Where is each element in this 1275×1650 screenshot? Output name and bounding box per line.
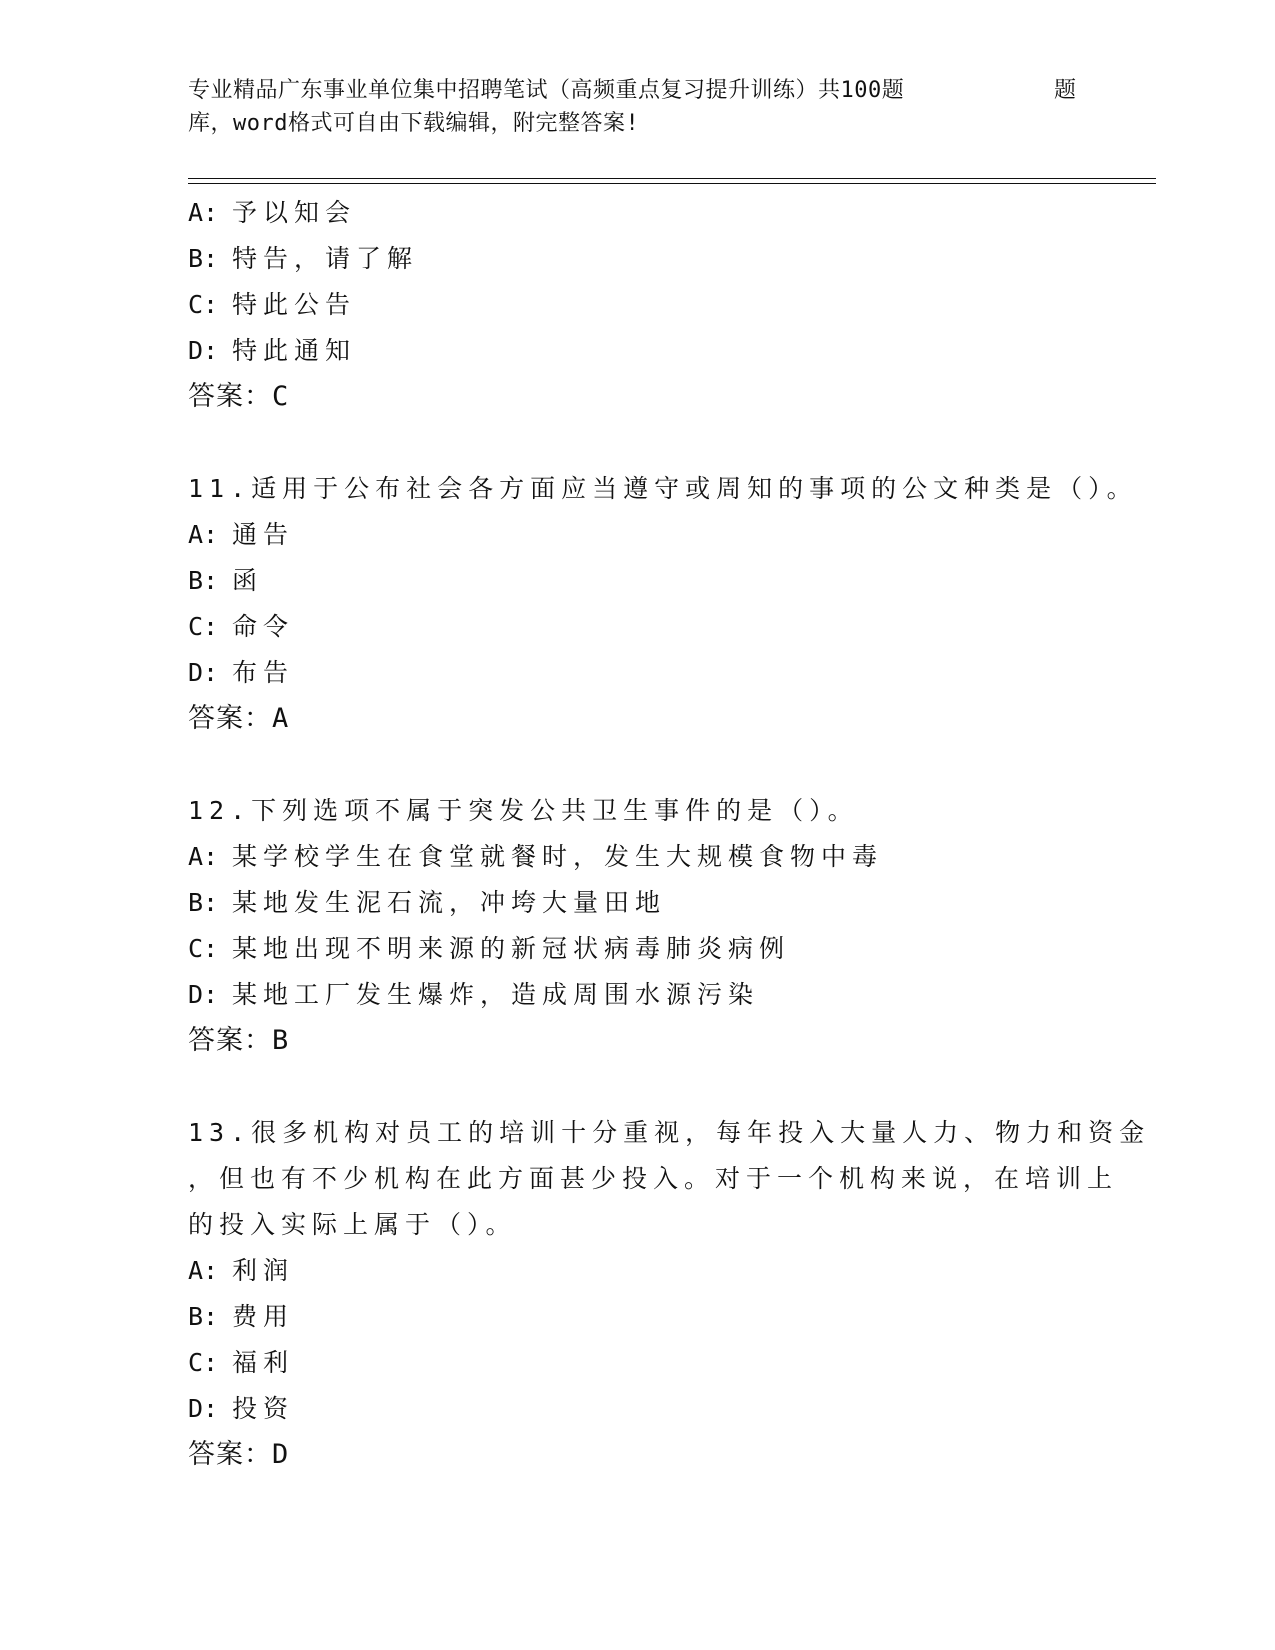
option-c bbox=[188, 282, 1088, 328]
document-body bbox=[188, 190, 1151, 1478]
question-text: 12.下列选项不属于突发公共卫生事件的是（）。 bbox=[188, 796, 859, 825]
option-tag: B: bbox=[188, 244, 219, 273]
question-text: 11.适用于公布社会各方面应当遵守或周知的事项的公文种类是（）。 bbox=[188, 474, 1138, 503]
option-tag: C: bbox=[188, 1348, 219, 1377]
option-a bbox=[188, 834, 1088, 880]
question-block-12 bbox=[188, 788, 1088, 1064]
option-text: 某学校学生在食堂就餐时，发生大规模食物中毒 bbox=[232, 842, 884, 871]
option-c bbox=[188, 1340, 1088, 1386]
option-tag: D: bbox=[188, 1394, 219, 1423]
option-c bbox=[188, 604, 1088, 650]
option-tag: C: bbox=[188, 612, 219, 641]
option-tag: A: bbox=[188, 842, 219, 871]
spacer bbox=[188, 742, 1088, 788]
option-tag: A: bbox=[188, 520, 219, 549]
option-tag: C: bbox=[188, 934, 219, 963]
option-a bbox=[188, 190, 1088, 236]
answer-line: 答案：D bbox=[188, 1439, 290, 1470]
option-text: 某地工厂发生爆炸，造成周围水源污染 bbox=[232, 980, 760, 1009]
question-block-10 bbox=[188, 190, 1088, 420]
option-text: 通告 bbox=[232, 520, 295, 549]
option-text: 某地出现不明来源的新冠状病毒肺炎病例 bbox=[232, 934, 791, 963]
header-title-tail: 题 bbox=[1054, 78, 1077, 103]
option-tag: B: bbox=[188, 566, 219, 595]
option-text: 特此公告 bbox=[232, 290, 357, 319]
header-title-line1: 专业精品广东事业单位集中招聘笔试（高频重点复习提升训练）共100题 bbox=[188, 78, 905, 103]
option-tag: D: bbox=[188, 980, 219, 1009]
spacer bbox=[188, 1064, 1088, 1110]
question-text-line1: 13.很多机构对员工的培训十分重视，每年投入大量人力、物力和资金 bbox=[188, 1118, 1151, 1147]
option-d bbox=[188, 328, 1088, 374]
question-text-line3: 的投入实际上属于（）。 bbox=[188, 1210, 517, 1239]
option-text: 函 bbox=[232, 566, 264, 595]
question-block-13 bbox=[188, 1110, 1151, 1478]
option-tag: A: bbox=[188, 1256, 219, 1285]
option-text: 予以知会 bbox=[232, 198, 357, 227]
option-text: 布告 bbox=[232, 658, 295, 687]
option-text: 利润 bbox=[232, 1256, 295, 1285]
header-rule-bottom bbox=[188, 183, 1156, 184]
option-b bbox=[188, 558, 1088, 604]
option-text: 特告，请了解 bbox=[232, 244, 419, 273]
option-text: 投资 bbox=[232, 1394, 295, 1423]
option-c bbox=[188, 926, 1088, 972]
question-block-11 bbox=[188, 466, 1138, 742]
option-d bbox=[188, 1386, 1088, 1432]
option-a bbox=[188, 1248, 1088, 1294]
option-text: 费用 bbox=[232, 1302, 295, 1331]
option-tag: D: bbox=[188, 658, 219, 687]
answer-line: 答案：A bbox=[188, 703, 290, 734]
header-title-line2: 库，word格式可自由下载编辑，附完整答案! bbox=[188, 111, 640, 136]
option-b bbox=[188, 236, 1088, 282]
option-tag: C: bbox=[188, 290, 219, 319]
answer-line: 答案：B bbox=[188, 1025, 290, 1056]
option-text: 命令 bbox=[232, 612, 295, 641]
option-tag: B: bbox=[188, 888, 219, 917]
option-b bbox=[188, 880, 1088, 926]
option-text: 特此通知 bbox=[232, 336, 357, 365]
option-text: 福利 bbox=[232, 1348, 295, 1377]
option-a bbox=[188, 512, 1088, 558]
option-d bbox=[188, 972, 1088, 1018]
document-header bbox=[188, 74, 1088, 140]
option-tag: D: bbox=[188, 336, 219, 365]
option-tag: B: bbox=[188, 1302, 219, 1331]
option-tag: A: bbox=[188, 198, 219, 227]
spacer bbox=[188, 420, 1088, 466]
option-d bbox=[188, 650, 1088, 696]
question-text-line2: ，但也有不少机构在此方面甚少投入。对于一个机构来说，在培训上 bbox=[188, 1164, 1119, 1193]
option-text: 某地发生泥石流，冲垮大量田地 bbox=[232, 888, 667, 917]
answer-line: 答案：C bbox=[188, 381, 290, 412]
option-b bbox=[188, 1294, 1088, 1340]
header-rule-top bbox=[188, 178, 1156, 179]
